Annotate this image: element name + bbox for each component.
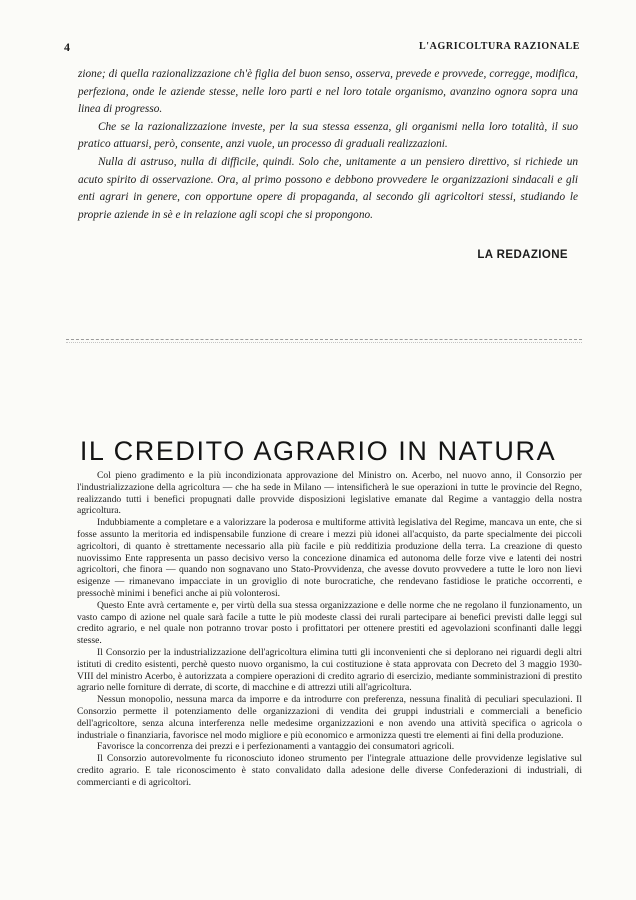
article-paragraph: Nessun monopolio, nessuna marca da imporre e da introdurre con preferenza, nessuna finalità di peculiari speculazioni. Il Consorzio permette il potenziamento delle organizzazioni di vendita dei gruppi industriali e commerciali a beneficio dell'agricoltore, senza alcuna interferenza nelle medesime organizzazioni e non avendo una attività specifica o agricola o industriale o finanziaria, favorisce nel modo migliore e più economico e armonizza questi tre elementi ai fini della produzione. xyxy=(77,694,582,741)
page-number: 4 xyxy=(64,40,70,54)
section-divider-shadow xyxy=(66,342,582,343)
intro-paragraph: Nulla di astruso, nulla di difficile, quindi. Solo che, unitamente a un pensiero direttivo, si richiede un acuto spirito di osservazione. Ora, al primo possono e debbono provvedere le organizzazioni sindacali e gli enti agrari in genere, con opportune opere di propaganda, al secondo gli agricoltori stessi, studiando le proprie aziende in sè e in relazione agli scopi che si propongono. xyxy=(78,155,578,221)
intro-paragraph: zione; di quella razionalizzazione ch'è figlia del buon senso, osserva, prevede e provvede, corregge, modifica, perfeziona, onde le aziende stesse, nelle loro parti e nel loro totale organismo, avanzino ognora sopra una linea di progresso. xyxy=(78,68,578,116)
article-title: IL CREDITO AGRARIO IN NATURA xyxy=(79,436,557,467)
editorial-continuation xyxy=(78,66,578,224)
section-divider xyxy=(66,339,582,340)
page-header xyxy=(64,40,580,56)
article-body xyxy=(77,470,582,789)
article-paragraph: Il Consorzio autorevolmente fu riconosciuto idoneo strumento per l'integrale attuazione delle provvidenze legislative sul credito agrario. E tale riconoscimento è stato convalidato dalla adesione delle diverse Confederazioni di industriali, di commercianti e di agricoltori. xyxy=(77,753,582,788)
article-paragraph: Il Consorzio per la industrializzazione dell'agricoltura elimina tutti gli inconvenienti che si deplorano nei riguardi degli altri istituti di credito esistenti, perchè questo nuovo organismo, la cui costituzione è stata approvata con Decreto del 3 maggio 1930-VIII del ministro Acerbo, è autorizzata a compiere operazioni di credito agrario di esercizio, mediante somministrazioni di prestito agrario nelle forniture di derrate, di scorte, di macchine e di attrezzi utili all'agricoltura. xyxy=(77,646,582,694)
article-paragraph: Favorisce la concorrenza dei prezzi e i perfezionamenti a vantaggio dei consumatori agricoli. xyxy=(97,741,455,753)
article-paragraph: Indubbiamente a completare e a valorizzare la poderosa e multiforme attività legislativa del Regime, mancava un ente, che si fosse assunto la meritoria ed indispensabile funzione di creare i mezzi più idonei all'acquisto, da parte specialmente dei piccoli agricoltori, di quanto è strettamente necessario alla più facile e più redditizia produzione della terra. La creazione di questo nuovissimo Ente rappresenta un passo decisivo verso la concezione dinamica ed autonoma delle forze vive e latenti dei nostri agricoltori, che finora — quando non sognavano uno Stato-Provvidenza, che avesse dovuto provvedere a tutte le loro non lievi esigenze — rimanevano impacciate in un groviglio di note burocratiche, che rendevano fastidiose le pratiche occorrenti, e pressochè minimi i benefici anche ai più volonterosi. xyxy=(77,517,582,599)
running-title: L'AGRICOLTURA RAZIONALE xyxy=(419,41,580,52)
editorial-signature: LA REDAZIONE xyxy=(477,249,568,261)
article-paragraph: Questo Ente avrà certamente e, per virtù della sua stessa organizzazione e delle norme che ne regolano il funzionamento, un vasto campo di azione nel quale sarà facile a tutte le più modeste classi dei rurali partecipare ai benefici previsti dalle leggi sul credito agrario, e nel quale non potranno trovar posto i profittatori per ottenere prestiti ed agevolazioni sconfinanti dalle leggi stesse. xyxy=(77,599,582,647)
article-paragraph: Col pieno gradimento e la più incondizionata approvazione del Ministro on. Acerbo, nel nuovo anno, il Consorzio per l'industrializzazione della agricoltura — che ha sede in Milano — intensificherà le sue operazioni in tutte le provincie del Regno, realizzando tutti i benefici propugnati dalle provvide disposizioni legislative emanate dal Regime a vantaggio della nostra agricoltura. xyxy=(77,470,582,517)
intro-paragraph: Che se la razionalizzazione investe, per la sua stessa essenza, gli organismi nella loro totalità, il suo pratico attuarsi, però, consente, anzi vuole, un processo di graduali realizzazioni. xyxy=(78,120,578,151)
